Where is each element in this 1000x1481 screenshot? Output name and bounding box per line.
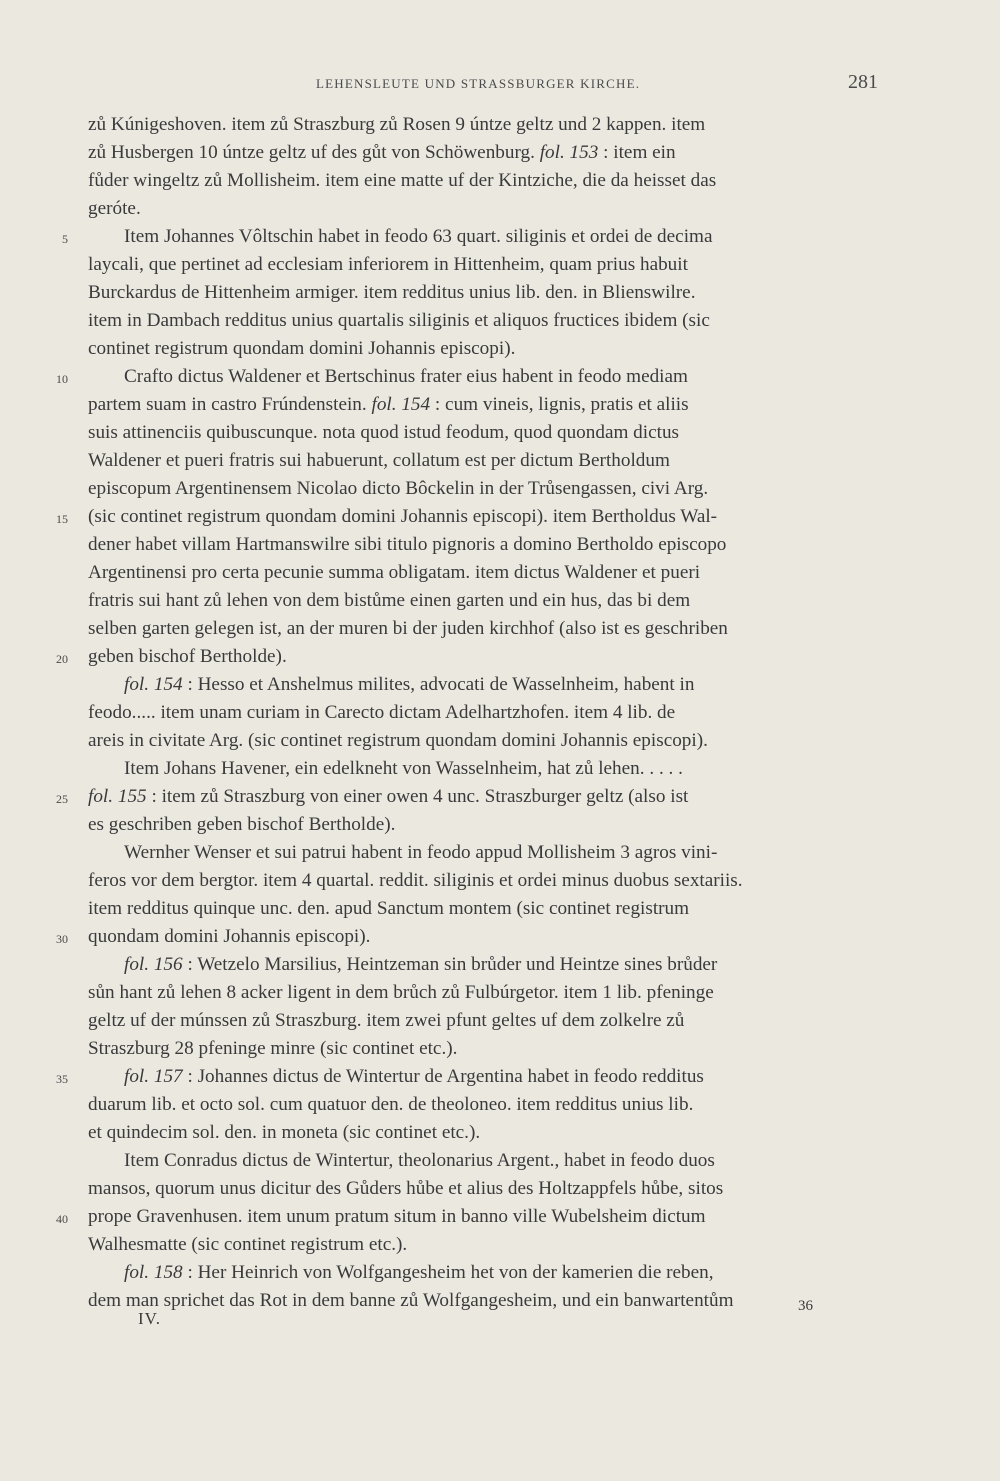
text-line: geltz uf der múnssen zů Straszburg. item zwei pfunt geltes uf dem zolkelre zů <box>88 1010 685 1031</box>
text-line: fratris sui hant zů lehen von dem bistůme einen garten und ein hus, das bi dem <box>88 590 691 611</box>
line-number: 25 <box>56 792 68 806</box>
line-number: 30 <box>56 932 68 946</box>
text-line: zů Kúnigeshoven. item zů Straszburg zů Rosen 9 úntze geltz und 2 kappen. item <box>88 114 706 135</box>
sheet-number: 36 <box>798 1298 813 1314</box>
line-number: 40 <box>56 1212 68 1226</box>
text-line: Item Johannes Vôltschin habet in feodo 63 quart. siliginis et ordei de decima <box>124 226 713 247</box>
text-line: fol. 158 : Her Heinrich von Wolfgangesheim het von der kamerien die reben, <box>124 1262 714 1283</box>
text-line: dem man sprichet das Rot in dem banne zů Wolfgangesheim, und ein banwartentům <box>88 1290 734 1311</box>
text-line: Burckardus de Hittenheim armiger. item redditus unius lib. den. in Blienswilre. <box>88 282 696 303</box>
text-line: selben garten gelegen ist, an der muren bi der juden kirchhof (also ist es geschriben <box>88 618 728 639</box>
text-line: Straszburg 28 pfeninge minre (sic continet etc.). <box>88 1038 458 1059</box>
text-line: areis in civitate Arg. (sic continet registrum quondam domini Johannis episcopi). <box>88 730 708 751</box>
text-line: feros vor dem bergtor. item 4 quartal. reddit. siliginis et ordei minus duobus sextariis. <box>88 870 743 891</box>
running-title: LEHENSLEUTE UND STRASSBURGER KIRCHE. <box>316 76 641 91</box>
text-line: quondam domini Johannis episcopi). <box>88 926 371 947</box>
text-line: prope Gravenhusen. item unum pratum situm in banno ville Wubelsheim dictum <box>88 1206 706 1227</box>
text-line: et quindecim sol. den. in moneta (sic continet etc.). <box>88 1122 481 1143</box>
line-number: 20 <box>56 652 68 666</box>
text-line: Wernher Wenser et sui patrui habent in feodo appud Mollisheim 3 agros vini- <box>124 842 718 863</box>
text-line: Crafto dictus Waldener et Bertschinus frater eius habent in feodo mediam <box>124 366 688 387</box>
text-line: episcopum Argentinensem Nicolao dicto Bôckelin in der Trůsengassen, civi Arg. <box>88 478 709 499</box>
text-line: suis attinenciis quibuscunque. nota quod istud feodum, quod quondam dictus <box>88 422 680 443</box>
line-number: 5 <box>62 232 68 246</box>
page-number: 281 <box>848 71 878 93</box>
text-line: fůder wingeltz zů Mollisheim. item eine matte uf der Kintziche, die da heisset das <box>88 170 717 191</box>
text-line: duarum lib. et octo sol. cum quatuor den. de theoloneo. item redditus unius lib. <box>88 1094 694 1115</box>
signature-mark: IV. <box>138 1309 161 1328</box>
text-line: sůn hant zů lehen 8 acker ligent in dem brůch zů Fulbúrgetor. item 1 lib. pfeninge <box>88 982 714 1003</box>
line-number: 10 <box>56 372 68 386</box>
text-line: dener habet villam Hartmanswilre sibi titulo pignoris a domino Bertholdo episcopo <box>88 534 727 555</box>
text-line: (sic continet registrum quondam domini Johannis episcopi). item Bertholdus Wal- <box>88 506 718 527</box>
text-line: fol. 154 : Hesso et Anshelmus milites, advocati de Wasselnheim, habent in <box>124 674 695 695</box>
text-line: es geschriben geben bischof Bertholde). <box>88 814 396 835</box>
line-number: 35 <box>56 1072 68 1086</box>
page-header <box>80 71 880 98</box>
text-line: partem suam in castro Frúndenstein. fol. 154 : cum vineis, lignis, pratis et aliis <box>88 394 689 415</box>
text-line: fol. 156 : Wetzelo Marsilius, Heintzeman sin brůder und Heintze sines brůder <box>124 954 718 975</box>
text-line: continet registrum quondam domini Johannis episcopi). <box>88 338 516 359</box>
text-line: Item Johans Havener, ein edelkneht von Wasselnheim, hat zů lehen. . . . . <box>124 758 683 779</box>
text-line: Walhesmatte (sic continet registrum etc.). <box>88 1234 408 1255</box>
text-line: Waldener et pueri fratris sui habuerunt, collatum est per dictum Bertholdum <box>88 450 670 471</box>
text-line: item in Dambach redditus unius quartalis siliginis et aliquos fructices ibidem (sic <box>88 310 710 331</box>
text-line: geróte. <box>88 198 141 219</box>
text-line: Argentinensi pro certa pecunie summa obligatam. item dictus Waldener et pueri <box>88 562 701 583</box>
text-line: Item Conradus dictus de Wintertur, theolonarius Argent., habet in feodo duos <box>124 1150 715 1171</box>
text-line: fol. 155 : item zů Straszburg von einer owen 4 unc. Straszburger geltz (also ist <box>88 786 689 807</box>
text-line: fol. 157 : Johannes dictus de Wintertur de Argentina habet in feodo redditus <box>124 1066 704 1087</box>
text-line: zů Husbergen 10 úntze geltz uf des gůt von Schöwenburg. fol. 153 : item ein <box>88 142 676 163</box>
text-line: feodo..... item unam curiam in Carecto dictam Adelhartzhofen. item 4 lib. de <box>88 702 676 723</box>
text-line: mansos, quorum unus dicitur des Gůders hůbe et alius des Holtzappfels hůbe, sitos <box>88 1178 724 1199</box>
text-line: item redditus quinque unc. den. apud Sanctum montem (sic continet registrum <box>88 898 690 919</box>
text-line: laycali, que pertinet ad ecclesiam inferiorem in Hittenheim, quam prius habuit <box>88 254 688 275</box>
text-line: geben bischof Bertholde). <box>88 646 287 667</box>
line-number: 15 <box>56 512 68 526</box>
